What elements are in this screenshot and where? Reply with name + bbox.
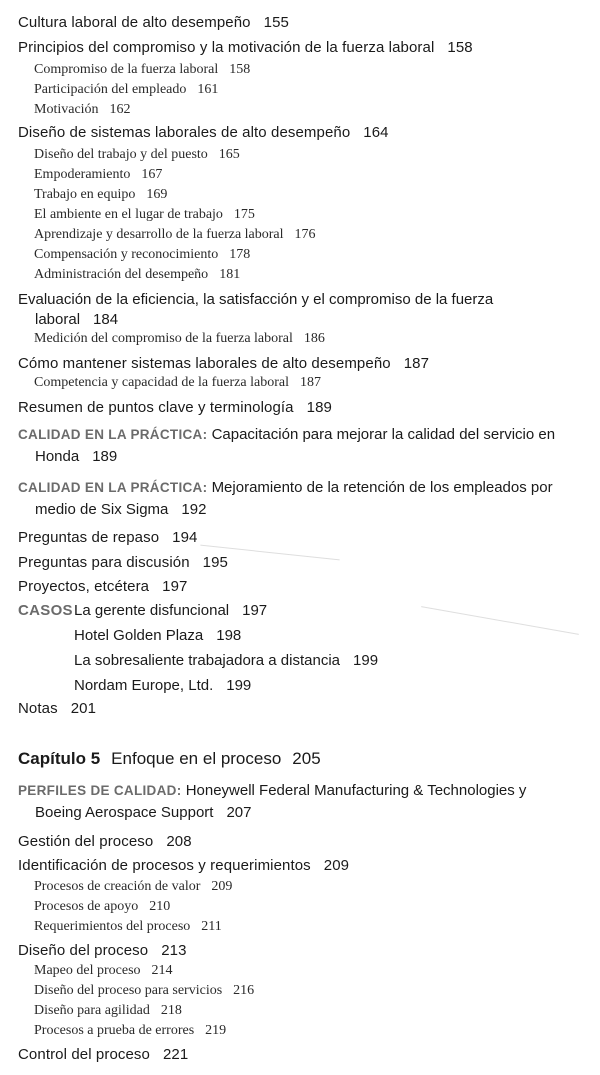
toc-entry-title-line1: Honeywell Federal Manufacturing & Technologies y	[185, 782, 527, 799]
chapter-number: Capítulo 5	[18, 749, 101, 768]
toc-page-number: 219	[205, 1023, 227, 1038]
toc-entry-title-line2: laboral	[35, 311, 81, 328]
toc-page-number: 198	[216, 627, 242, 644]
toc-subentry-title: Administración del desempeño	[34, 267, 209, 282]
toc-page-number: 178	[229, 247, 251, 262]
toc-page-number: 176	[294, 227, 316, 242]
toc-page-number: 165	[218, 147, 240, 162]
case-entry	[74, 602, 267, 619]
case-entry	[74, 677, 251, 694]
toc-entry-title-line1: Capacitación para mejorar la calidad del servicio en	[211, 426, 556, 443]
toc-entry-title: Identificación de procesos y requerimientos	[18, 857, 311, 874]
toc-entry-title: Preguntas de repaso	[18, 529, 160, 546]
toc-subentry-title: Trabajo en equipo	[34, 187, 136, 202]
toc-page-number: 195	[202, 554, 228, 571]
chapter-title: Enfoque en el proceso	[111, 749, 282, 768]
toc-page-number: 189	[306, 399, 332, 416]
toc-entry-title: Preguntas para discusión	[18, 554, 190, 571]
toc-page-number: 218	[160, 1003, 182, 1018]
toc-page-number: 181	[219, 267, 241, 282]
toc-subentry	[34, 147, 240, 163]
toc-page-number: 209	[211, 879, 233, 894]
toc-page-number: 158	[229, 62, 251, 77]
toc-subentry-title: Procesos de creación de valor	[34, 879, 201, 894]
toc-page-number: 209	[323, 857, 350, 874]
toc-entry	[18, 290, 588, 330]
toc-page-number: 210	[149, 899, 171, 914]
toc-page-number: 161	[197, 82, 219, 97]
toc-entry-title-line1: Mejoramiento de la retención de los empleados por	[211, 479, 553, 496]
toc-entry-title: Control del proceso	[18, 1046, 150, 1063]
toc-page-number: 199	[353, 652, 379, 669]
toc-page-number: 169	[146, 187, 168, 202]
toc-entry	[18, 857, 349, 874]
toc-entry-title-line2: Boeing Aerospace Support	[35, 804, 214, 821]
toc-subentry	[34, 963, 173, 979]
toc-page-number: 211	[201, 919, 222, 934]
toc-entry-title: Resumen de puntos clave y terminología	[18, 399, 294, 416]
toc-entry	[18, 578, 187, 595]
toc-subentry-title: Diseño para agilidad	[34, 1003, 150, 1018]
toc-entry-title: Diseño de sistemas laborales de alto desempeño	[18, 124, 351, 141]
case-title: Hotel Golden Plaza	[74, 627, 204, 644]
toc-subentry-title: Requerimientos del proceso	[34, 919, 191, 934]
toc-entry	[18, 942, 187, 959]
case-entry	[74, 652, 378, 669]
toc-subentry	[34, 62, 250, 78]
toc-page-number: 184	[93, 311, 119, 328]
toc-entry	[18, 14, 289, 31]
quality-in-practice-label: CALIDAD EN LA PRÁCTICA:	[18, 480, 208, 495]
toc-subentry-title: Empoderamiento	[34, 167, 131, 182]
toc-subentry-title: Procesos de apoyo	[34, 899, 139, 914]
toc-entry	[18, 700, 96, 717]
toc-entry	[18, 833, 192, 850]
toc-entry	[18, 355, 429, 372]
toc-entry-title: Gestión del proceso	[18, 833, 154, 850]
toc-subentry	[34, 187, 167, 203]
toc-page-number: 194	[172, 529, 198, 546]
toc-page-number: 216	[233, 983, 255, 998]
toc-page-number: 164	[363, 124, 389, 141]
toc-subentry	[34, 167, 162, 183]
toc-page-number: 187	[403, 355, 430, 372]
cases-label: CASOS	[18, 602, 73, 619]
toc-page-number: 201	[70, 700, 97, 717]
toc-subentry	[34, 331, 325, 347]
quality-in-practice-entry	[18, 478, 593, 520]
case-entry	[74, 627, 241, 644]
case-title: Nordam Europe, Ltd.	[74, 677, 214, 694]
toc-entry-title: Cómo mantener sistemas laborales de alto desempeño	[18, 355, 391, 372]
toc-entry	[18, 554, 228, 571]
toc-entry-title: Proyectos, etcétera	[18, 578, 150, 595]
toc-subentry	[34, 207, 255, 223]
toc-subentry-title: Aprendizaje y desarrollo de la fuerza laboral	[34, 227, 284, 242]
toc-subentry-title: Compensación y reconocimiento	[34, 247, 219, 262]
chapter-heading	[18, 749, 321, 769]
toc-entry	[18, 1046, 188, 1063]
case-title: La sobresaliente trabajadora a distancia	[74, 652, 341, 669]
toc-entry	[18, 529, 198, 546]
toc-page-number: 162	[109, 102, 131, 117]
toc-subentry	[34, 899, 170, 915]
toc-subentry	[34, 879, 232, 895]
toc-page-number: 192	[181, 501, 207, 518]
toc-page-number: 189	[92, 448, 118, 465]
toc-entry-title: Principios del compromiso y la motivación de la fuerza laboral	[18, 39, 435, 56]
toc-page-number: 155	[263, 14, 289, 31]
toc-subentry-title: Compromiso de la fuerza laboral	[34, 62, 219, 77]
toc-page-number: 205	[292, 749, 321, 768]
toc-subentry-title: El ambiente en el lugar de trabajo	[34, 207, 223, 222]
toc-page-number: 186	[303, 331, 325, 346]
toc-subentry-title: Competencia y capacidad de la fuerza laboral	[34, 375, 289, 390]
toc-subentry	[34, 983, 254, 999]
toc-entry-title-line2: medio de Six Sigma	[35, 501, 169, 518]
toc-subentry-title: Motivación	[34, 102, 99, 117]
toc-page-number: 207	[226, 804, 252, 821]
toc-subentry-title: Medición del compromiso de la fuerza laboral	[34, 331, 293, 346]
toc-subentry	[34, 227, 316, 243]
case-title: La gerente disfuncional	[74, 602, 230, 619]
toc-subentry	[34, 247, 250, 263]
toc-subentry	[34, 267, 240, 283]
toc-page-number: 199	[226, 677, 252, 694]
toc-page-number: 197	[242, 602, 268, 619]
toc-page-number: 221	[162, 1046, 189, 1063]
toc-page-number: 158	[447, 39, 473, 56]
toc-entry	[18, 39, 473, 56]
toc-entry-title-line2: Honda	[35, 448, 80, 465]
toc-subentry	[34, 102, 131, 118]
toc-page-number: 213	[161, 942, 187, 959]
toc-subentry	[34, 1003, 182, 1019]
quality-in-practice-entry	[18, 425, 593, 467]
toc-entry-title: Notas	[18, 700, 58, 717]
quality-profiles-label: PERFILES DE CALIDAD:	[18, 783, 182, 798]
scan-artifact	[421, 606, 579, 635]
toc-page-number: 187	[299, 375, 321, 390]
toc-subentry-title: Diseño del trabajo y del puesto	[34, 147, 208, 162]
toc-entry-title: Cultura laboral de alto desempeño	[18, 14, 251, 31]
toc-page-number: 175	[233, 207, 255, 222]
quality-profiles-entry	[18, 781, 593, 823]
toc-subentry	[34, 919, 222, 935]
toc-subentry	[34, 375, 321, 391]
toc-page-number: 208	[166, 833, 192, 850]
toc-entry-title: Diseño del proceso	[18, 942, 149, 959]
toc-entry	[18, 124, 389, 141]
toc-page-number: 167	[141, 167, 163, 182]
toc-entry	[18, 399, 332, 416]
toc-subentry-title: Diseño del proceso para servicios	[34, 983, 223, 998]
quality-in-practice-label: CALIDAD EN LA PRÁCTICA:	[18, 427, 208, 442]
toc-subentry-title: Mapeo del proceso	[34, 963, 141, 978]
toc-subentry-title: Participación del empleado	[34, 82, 187, 97]
toc-subentry-title: Procesos a prueba de errores	[34, 1023, 195, 1038]
toc-page-number: 214	[151, 963, 173, 978]
toc-page-number: 197	[162, 578, 188, 595]
toc-subentry	[34, 82, 218, 98]
toc-subentry	[34, 1023, 226, 1039]
toc-entry-title-line1: Evaluación de la eficiencia, la satisfacción y el compromiso de la fuerza	[18, 291, 494, 308]
